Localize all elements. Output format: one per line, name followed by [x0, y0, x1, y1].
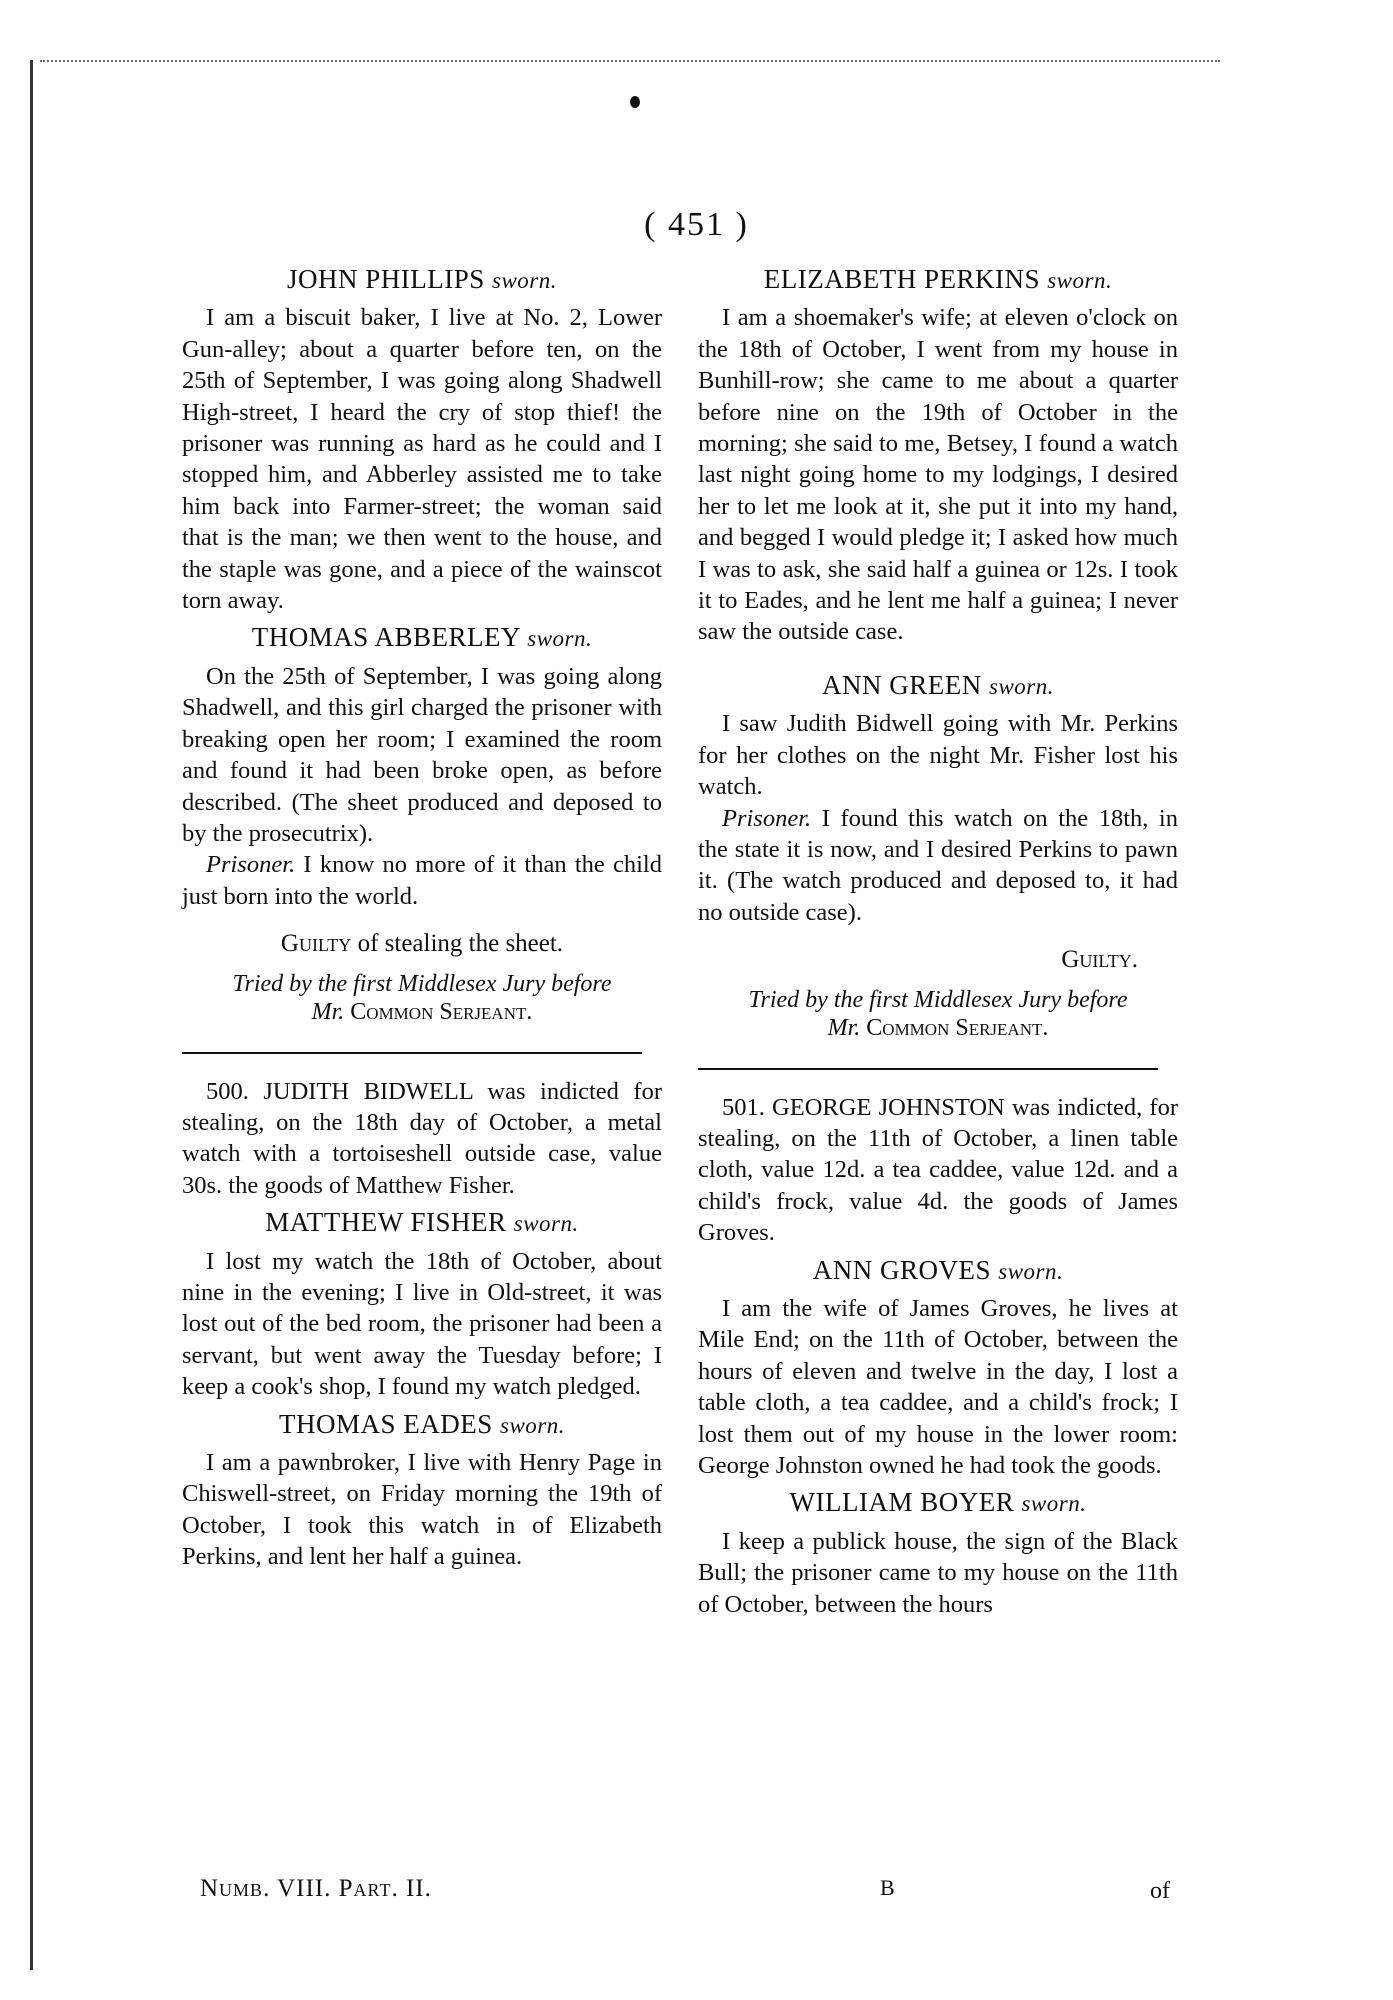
verdict: [182, 928, 662, 959]
testimony: On the 25th of September, I was going along Shadwell, and this girl charged the prisoner with breaking open her room; I examined the room and found it had been broke open, as before described. (The sheet produced and deposed to by the prosecutrix).: [182, 662, 662, 847]
testimony: I lost my watch the 18th of October, about nine in the evening; I live in Old-street, it was lost out of the bed room, the prisoner had been a servant, but went away the Tuesday before; I keep a cook's shop, I found my watch pledged.: [182, 1247, 662, 1401]
witness-heading: [698, 1487, 1178, 1519]
witness-name: ANN GROVES: [812, 1254, 991, 1285]
right-column: [698, 258, 1178, 1620]
page-number: ( 451 ): [644, 206, 749, 243]
speaker-label: Prisoner.: [206, 851, 296, 879]
indictment: 500. JUDITH BIDWELL was indicted for stealing, on the 18th day of October, a metal watch with a tortoiseshell outside case, value 30s. the goods of Matthew Fisher.: [182, 1077, 662, 1199]
witness-name: WILLIAM BOYER: [789, 1487, 1015, 1518]
prisoner-statement: [182, 849, 662, 912]
sworn-label: sworn.: [513, 1211, 579, 1237]
testimony: I am the wife of James Groves, he lives at Mile End; on the 11th of October, between the hours of eleven and twelve in the day, I lost a table cloth, a tea caddee, and a child's frock; I lost them out of my house in the lower room: George Johnston owned he had took the goods.: [698, 1294, 1178, 1479]
verdict-word: Guilty: [280, 930, 352, 958]
tried-line: Tried by the first Middlesex Jury before: [748, 986, 1128, 1013]
judge-name: Common Serjeant.: [866, 1014, 1049, 1041]
witness-name: ANN GREEN: [822, 669, 982, 700]
testimony: I am a shoemaker's wife; at eleven o'clock on the 18th of October, I went from my house in Bunhill-row; she came to me about a quarter before nine on the 19th of October in the morning; she said to me, Betsey, I found a watch last night going home to my lodgings, I desired her to let me look at it, she put it into my hand, and begged I would pledge it; I asked how much I was to ask, she said half a guinea or 12s. I took it to Eades, and he lent me half a guinea; I never saw the outside case.: [698, 304, 1178, 646]
witness-name: ELIZABETH PERKINS: [763, 264, 1040, 294]
left-column: [182, 258, 662, 1573]
divider-rule: [698, 1068, 1158, 1070]
witness-heading: [182, 1207, 662, 1239]
indictment: 501. GEORGE JOHNSTON was indicted, for stealing, on the 11th of October, a linen table cloth, value 12d. a tea caddee, value 12d. and a child's frock, value 4d. the goods of James Groves.: [698, 1093, 1178, 1247]
sworn-label: sworn.: [527, 626, 593, 652]
testimony: I keep a publick house, the sign of the Black Bull; the prisoner came to my house on the 11th of October, between the hours: [698, 1527, 1178, 1618]
tried-mr: Mr.: [311, 998, 351, 1025]
sworn-label: sworn.: [500, 1412, 565, 1438]
scan-noise: [40, 60, 1220, 66]
judge-name: Common Serjeant.: [350, 998, 533, 1025]
testimony: I am a pawnbroker, I live with Henry Page in Chiswell-street, on Friday morning the 19th of October, I took this watch in of Elizabeth Perkins, and lent her half a guinea.: [182, 1449, 662, 1571]
statement-text: I found this watch on the 18th, in the state it is now, and I desired Perkins to pawn it. (The watch produced and deposed to, it had no outside case).: [698, 804, 1178, 926]
sworn-label: sworn.: [492, 268, 558, 293]
witness-heading: [182, 1409, 662, 1441]
testimony: I saw Judith Bidwell going with Mr. Perkins for her clothes on the night Mr. Fisher lost his watch.: [698, 710, 1178, 801]
sworn-label: sworn.: [1047, 268, 1113, 293]
witness-name: THOMAS ABBERLEY: [251, 622, 521, 653]
tried-line: Tried by the first Middlesex Jury before: [232, 970, 612, 997]
signature-line: Numb. VIII. Part. II.: [200, 1875, 432, 1902]
tried-by: [698, 986, 1178, 1042]
witness-heading: [182, 264, 662, 296]
witness-heading: [698, 264, 1178, 296]
witness-name: MATTHEW FISHER: [265, 1207, 507, 1238]
sworn-label: sworn.: [998, 1258, 1064, 1284]
sworn-label: sworn.: [1021, 1491, 1087, 1517]
testimony: I am a biscuit baker, I live at No. 2, Lower Gun-alley; about a quarter before ten, on the 25th of September, I was going along Shadwell High-street, I heard the cry of stop thief! the prisoner was running as hard as he could and I stopped him, and Abberley assisted me to take him back into Farmer-street; the woman said that is the man; we then went to the house, and the staple was gone, and a piece of the wainscot torn away.: [182, 304, 662, 615]
ink-spot: [630, 96, 640, 108]
witness-heading: [698, 1255, 1178, 1287]
witness-name: JOHN PHILLIPS: [286, 264, 485, 294]
witness-heading: [698, 670, 1178, 702]
divider-rule: [182, 1052, 642, 1054]
page-edge: [30, 60, 33, 1970]
verdict-detail: of stealing the sheet.: [351, 930, 564, 958]
sworn-label: sworn.: [989, 673, 1054, 699]
witness-heading: [182, 622, 662, 654]
statement-text: I know no more of it than the child just born into the world.: [182, 851, 662, 910]
prisoner-statement: [698, 803, 1178, 929]
speaker-label: Prisoner.: [722, 804, 812, 832]
catchword: of: [1150, 1878, 1170, 1904]
signature-mark: B: [880, 1875, 895, 1900]
tried-mr: Mr.: [827, 1014, 867, 1041]
tried-by: [182, 970, 662, 1026]
verdict: Guilty.: [1061, 946, 1138, 974]
witness-name: THOMAS EADES: [278, 1408, 493, 1439]
